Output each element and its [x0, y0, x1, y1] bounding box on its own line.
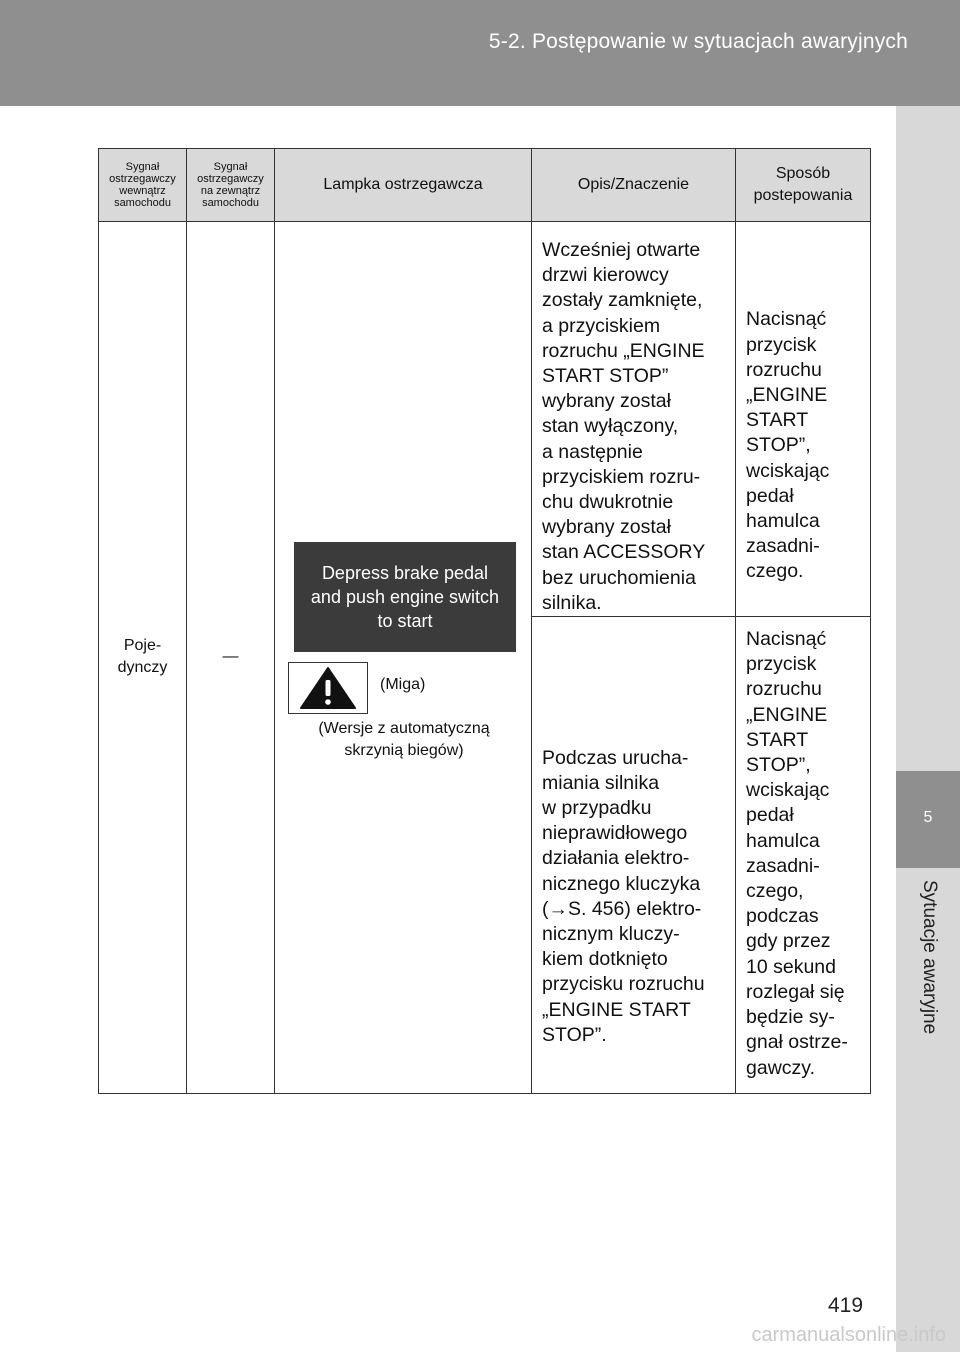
text-line: a przyciskiem: [542, 314, 661, 337]
text-line: podczas: [746, 905, 819, 928]
page-number: 419: [828, 1294, 864, 1317]
text-line: (Wersje z automatyczną: [318, 720, 490, 738]
text-line: gnał ostrze-: [746, 1031, 848, 1054]
text-line: and push engine switch: [310, 587, 500, 608]
text-line: stan wyłączony,: [542, 415, 679, 438]
text-line: silnika.: [542, 591, 602, 614]
text-line: a następnie: [542, 440, 643, 463]
side-tab: [896, 106, 960, 1352]
warning-triangle-icon: [299, 666, 357, 710]
text-line: START: [746, 728, 809, 751]
text-line: Nacisnąć: [746, 308, 827, 331]
text-line: drzwi kierowcy: [542, 264, 669, 287]
text-line: Podczas urucha-: [542, 746, 689, 769]
text-line: gdy przez: [746, 930, 831, 953]
text-line: hamulca: [746, 829, 820, 852]
description-cell: [532, 617, 736, 1094]
header-outside-signal: [187, 149, 275, 222]
text-line: przycisku rozruchu: [542, 973, 705, 996]
text-line: wybrany został: [542, 390, 671, 413]
table-header-row: [99, 149, 871, 222]
text-line: dynczy: [117, 659, 168, 677]
text-line: Sygnał: [213, 161, 248, 173]
chapter-label: Sytuacje awaryjne: [919, 880, 940, 1035]
text-line: Lampka ostrzegawcza: [323, 176, 483, 193]
text-line: wciskając: [746, 459, 830, 482]
text-line: zasadni-: [746, 854, 820, 877]
text-line: wciskając: [746, 779, 830, 802]
text-line: działania elektro-: [542, 847, 690, 870]
text-line: przyciskiem rozru-: [542, 465, 701, 488]
text-line: to start: [377, 611, 433, 632]
text-line: „ENGINE: [746, 384, 828, 407]
action-cell: [736, 617, 871, 1094]
text-line: ostrzegawczy: [109, 173, 176, 185]
watermark: carmanualsonline.info: [751, 1324, 946, 1346]
text-line: nieprawidłowego: [542, 822, 688, 845]
text-line: ostrzegawczy: [197, 173, 264, 185]
text-line: Sygnał: [125, 161, 160, 173]
text-line: 10 sekund: [746, 955, 836, 978]
text-line: rozruchu: [746, 678, 822, 701]
header-inside-signal: [99, 149, 187, 222]
text-line: kiem dotknięto: [542, 948, 668, 971]
outside-signal-cell: —: [187, 222, 275, 1094]
display-message: [294, 542, 516, 652]
text-line: hamulca: [746, 510, 820, 533]
text-line: Nacisnąć: [746, 628, 827, 651]
text-line: „ENGINE START: [542, 998, 691, 1021]
text-line: STOP”.: [542, 1023, 607, 1046]
header-description: [532, 149, 736, 222]
text-line: Wcześniej otwarte: [542, 239, 701, 261]
text-line: przycisk: [746, 653, 817, 676]
text-line: (→S. 456) elektro-: [542, 897, 702, 920]
warning-table: [98, 148, 871, 1094]
text-line: samochodu: [202, 197, 259, 209]
warning-indicator: [288, 662, 368, 714]
inside-signal-cell: [99, 222, 187, 1094]
versions-note: [276, 718, 532, 762]
text-line: czego.: [746, 560, 804, 583]
text-line: START: [746, 409, 809, 432]
text-line: bez uruchomienia: [542, 566, 696, 589]
header-action: [736, 149, 871, 222]
text-line: chu dwukrotnie: [542, 491, 674, 514]
text-line: zasadni-: [746, 535, 820, 558]
text-line: nicznym kluczy-: [542, 923, 680, 946]
text-line: zostały zamknięte,: [542, 289, 703, 312]
chapter-number: 5: [923, 809, 933, 826]
text-line: gawczy.: [746, 1056, 815, 1079]
chapter-tab: [896, 771, 960, 868]
text-line: nicznego kluczyka: [542, 872, 701, 895]
text-line: Opis/Znaczenie: [577, 176, 690, 193]
blink-label: (Miga): [380, 676, 426, 694]
lamp-group: [276, 542, 532, 772]
text-line: stan ACCESSORY: [542, 541, 706, 564]
text-line: czego,: [746, 880, 804, 903]
text-line: w przypadku: [542, 797, 652, 820]
action-cell: [736, 222, 871, 617]
text-line: miania silnika: [542, 771, 660, 794]
text-line: Poje-: [123, 637, 162, 655]
text-line: pedał: [746, 804, 794, 827]
text-line: pedał: [746, 484, 794, 507]
text-line: wewnątrz: [119, 185, 166, 197]
text-line: postepowania: [753, 187, 853, 204]
text-line: Sposób: [775, 165, 831, 182]
section-title: 5-2. Postępowanie w sytuacjach awaryjnych: [488, 30, 908, 53]
warning-lamp-cell: [275, 222, 532, 1094]
text-line: START STOP”: [542, 365, 669, 388]
text-line: STOP”,: [746, 434, 811, 457]
table-row: [99, 222, 871, 617]
text-line: przycisk: [746, 333, 817, 356]
text-line: na zewnątrz: [200, 185, 261, 197]
header-warning-lamp: [275, 149, 532, 222]
text-line: STOP”,: [746, 754, 811, 777]
text-line: rozruchu: [746, 358, 822, 381]
text-line: „ENGINE: [746, 703, 828, 726]
text-line: rozruchu „ENGINE: [542, 339, 705, 362]
description-cell: [532, 222, 736, 617]
text-line: samochodu: [114, 197, 171, 209]
text-line: będzie sy-: [746, 1006, 835, 1029]
text-line: wybrany został: [542, 516, 671, 539]
text-line: skrzynią biegów): [344, 742, 464, 760]
text-line: Depress brake pedal: [321, 563, 489, 584]
text-line: rozlegał się: [746, 980, 845, 1003]
header-bar: [0, 0, 960, 106]
